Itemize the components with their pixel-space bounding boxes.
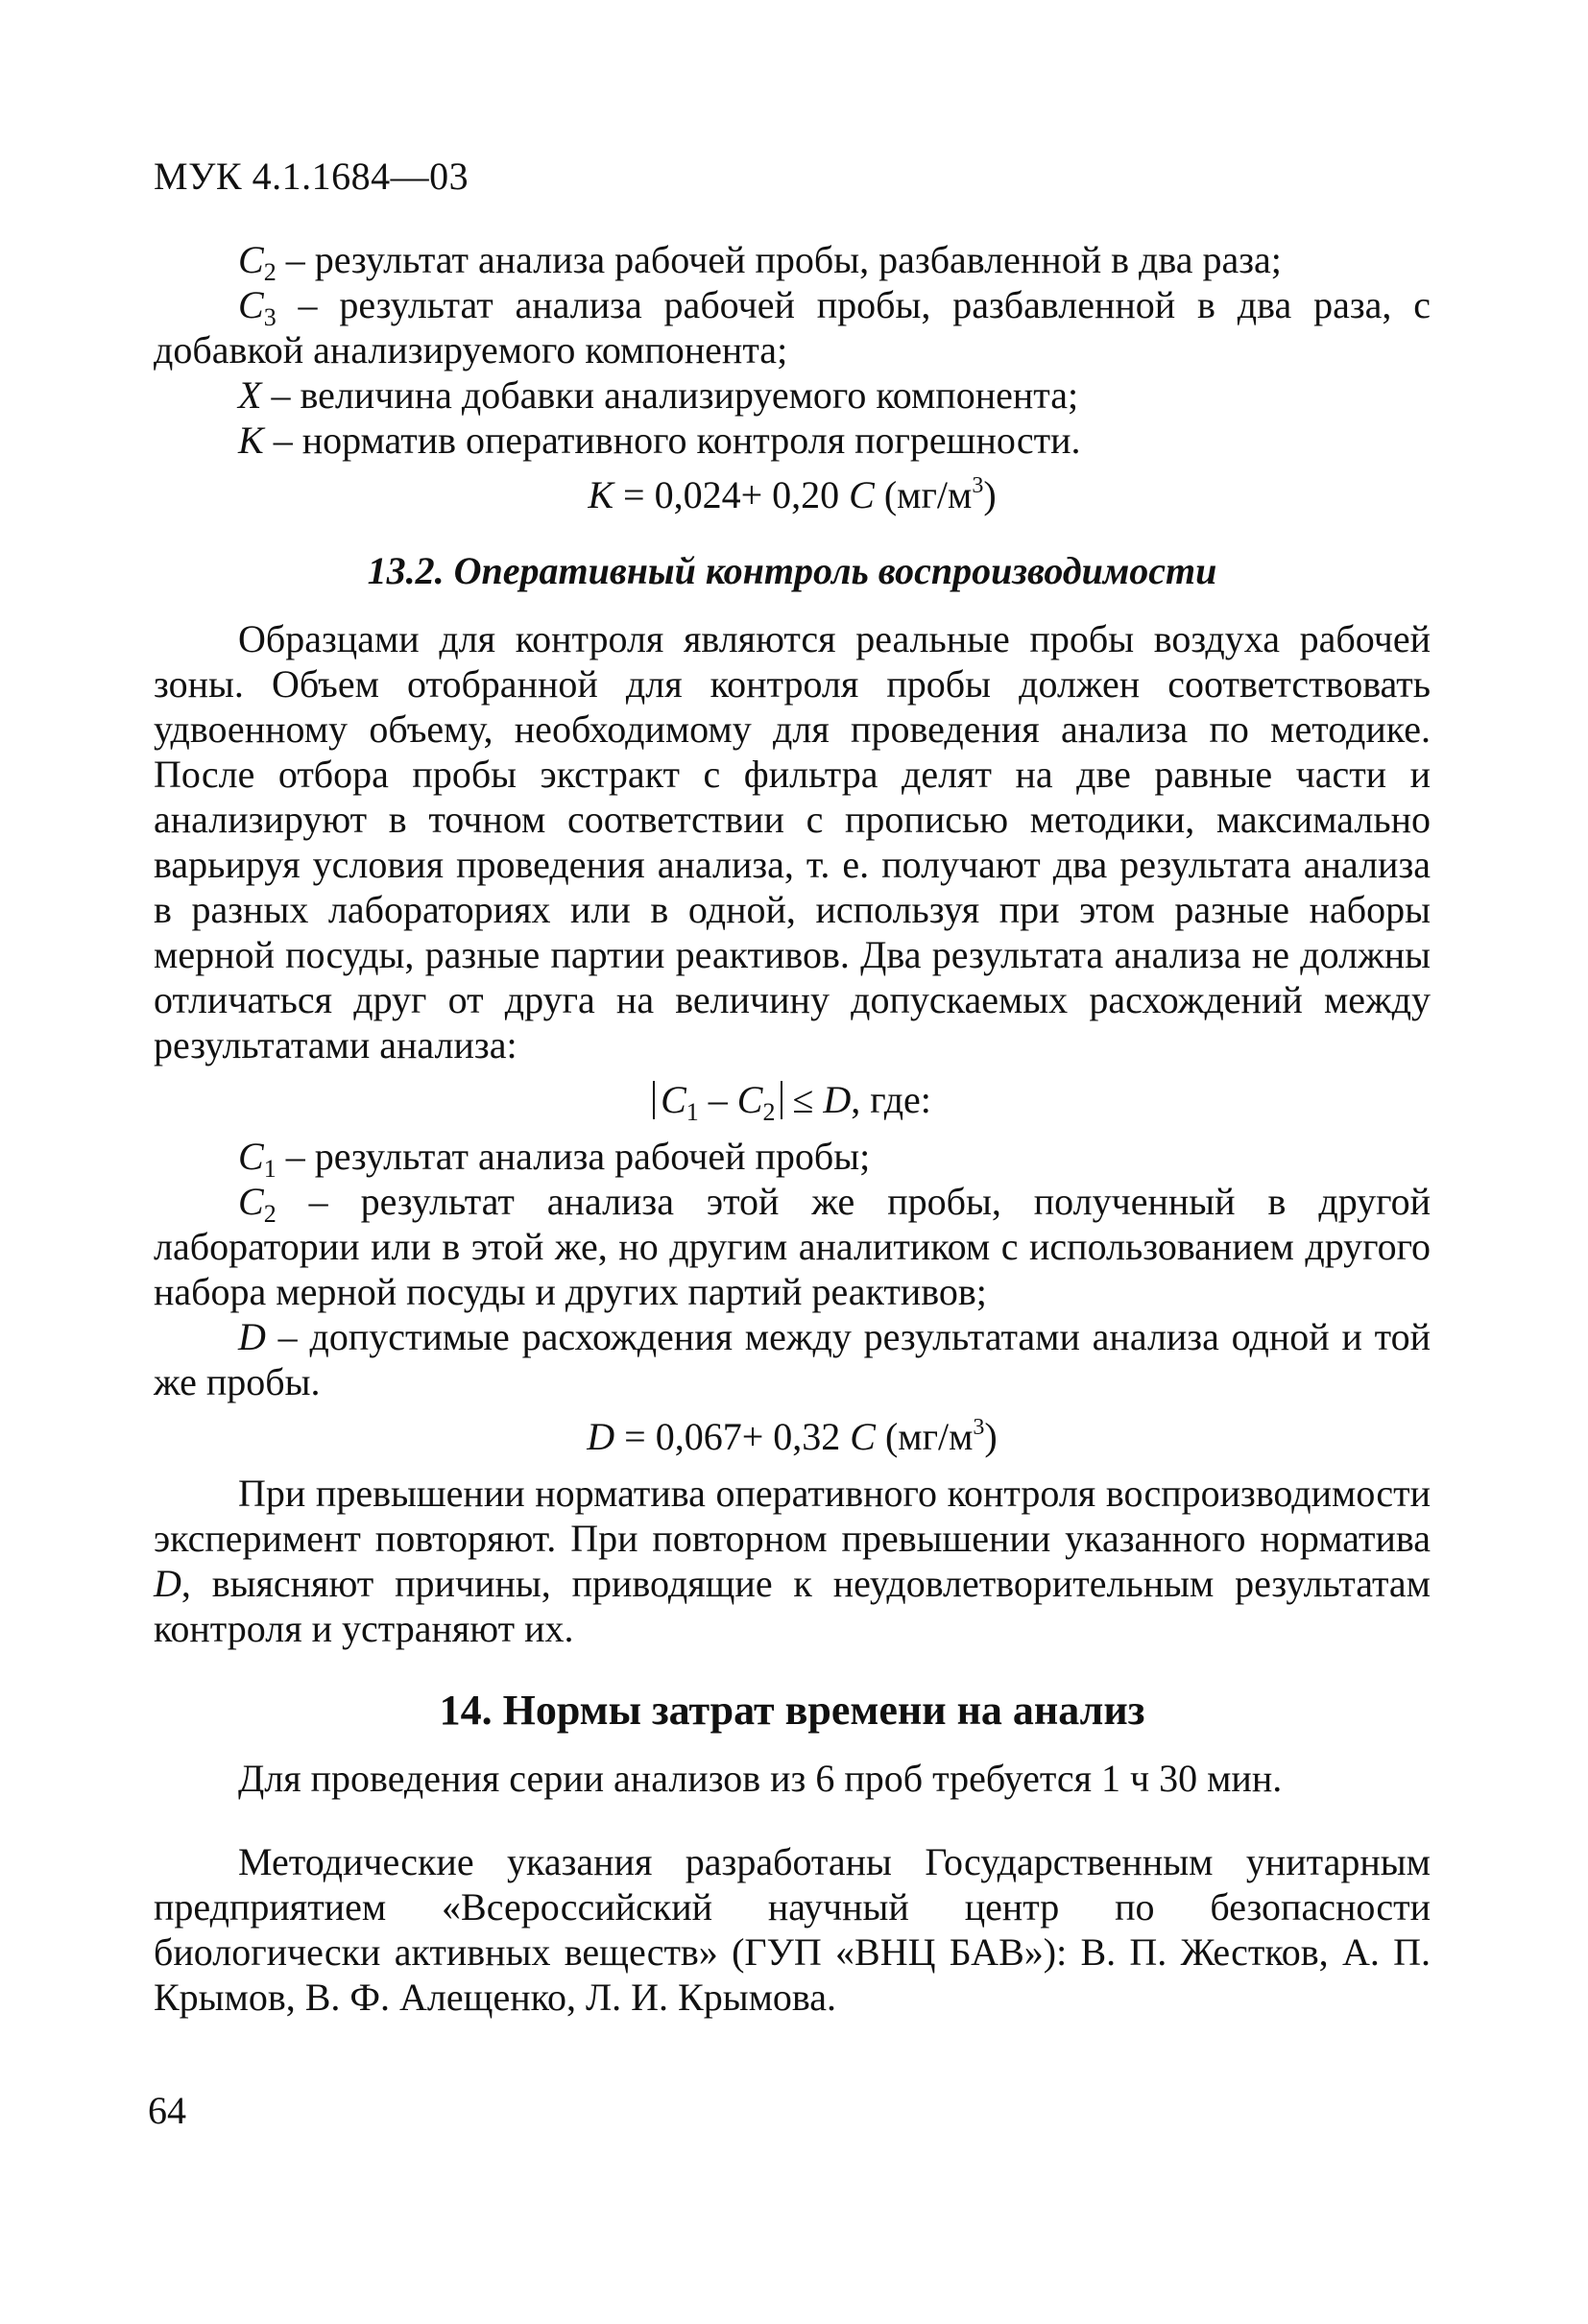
formula-close: )	[983, 473, 997, 516]
document-code-header: МУК 4.1.1684—03	[154, 155, 469, 198]
formula-le: ≤	[782, 1078, 824, 1121]
variable: D	[238, 1315, 266, 1358]
formula-exponent: 3	[973, 1415, 985, 1440]
variable: C	[238, 1135, 264, 1178]
variable: K	[238, 419, 264, 462]
formula-tail: , где:	[851, 1078, 931, 1121]
formula-variable: C	[849, 473, 875, 516]
absolute-value	[653, 1078, 782, 1126]
variable: C	[238, 238, 264, 281]
definition-c2-repro	[154, 1179, 1431, 1314]
definition-k	[154, 418, 1431, 463]
formula-unit: (мг/м	[875, 1415, 974, 1458]
formula-d: D	[823, 1078, 852, 1121]
subscript: 1	[686, 1098, 699, 1126]
formula-d	[154, 1414, 1431, 1459]
formula-lhs: K	[588, 473, 614, 516]
section-heading: 14. Нормы затрат времени на анализ	[439, 1687, 1145, 1734]
formula-rhs: = 0,067+ 0,32	[614, 1415, 851, 1458]
variable: X	[238, 373, 262, 417]
definition-text: – величина добавки анализируемого компонента;	[261, 373, 1079, 417]
reproducibility-paragraph: Образцами для контроля являются реальные пробы воздуха рабочей зоны. Объем отобранной для контроля пробы должен соответствовать удвоенному объему, необходимому для проведения анализа по методике. После отбора пробы экстракт с фильтра делят на две равные части и анализируют в точном соответствии с прописью методики, максимально варьируя условия проведения анализа, т. е. получают два результата анализа в разных лабораториях или в одной, используя при этом разные наборы мерной посуды, разные партии реактивов. Два результата анализа не должны отличаться друг от друга на величину допускаемых расхождений между результатами анализа:	[154, 617, 1431, 1066]
formula-c1: C	[661, 1078, 686, 1121]
definition-text: – норматив оперативного контроля погрешности.	[263, 419, 1081, 462]
definition-c1	[154, 1134, 1431, 1183]
formula-k	[154, 472, 1431, 517]
definition-c2	[154, 237, 1431, 286]
time-norm-text: Для проведения серии анализов из 6 проб требуется 1 ч 30 мин.	[238, 1757, 1283, 1800]
variable: C	[238, 1180, 264, 1223]
formula-close: )	[984, 1415, 998, 1458]
formula-rhs: = 0,024+ 0,20	[614, 473, 850, 516]
formula-variable: C	[850, 1415, 876, 1458]
variable: C	[238, 283, 264, 326]
formula-abs-difference	[154, 1077, 1431, 1126]
definition-text: – результат анализа рабочей пробы, разбавленной в два раза;	[276, 238, 1282, 281]
subscript: 2	[762, 1098, 776, 1126]
subsection-heading: 13.2. Оперативный контроль воспроизводимости	[367, 549, 1217, 592]
definition-c3	[154, 282, 1431, 372]
definition-text: – результат анализа рабочей пробы, разбавленной в два раза, с добавкой анализируемого компонента;	[154, 283, 1431, 371]
definition-text: – допустимые расхождения между результатами анализа одной и той же пробы.	[154, 1315, 1431, 1403]
document-page	[154, 154, 1431, 2020]
exceed-variable: D	[154, 1562, 181, 1605]
formula-minus: –	[698, 1078, 737, 1121]
subscript: 1	[263, 1155, 277, 1183]
exceed-paragraph	[154, 1471, 1431, 1651]
definition-text: – результат анализа рабочей пробы;	[276, 1135, 871, 1178]
formula-c2: C	[736, 1078, 763, 1121]
subscript: 3	[263, 303, 277, 331]
spacer	[154, 1801, 1431, 1839]
formula-unit: (мг/м	[874, 473, 973, 516]
subscript: 2	[263, 1200, 277, 1228]
definition-d	[154, 1314, 1431, 1404]
formula-lhs: D	[587, 1415, 615, 1458]
exceed-text-part1: При превышении норматива оперативного контроля воспроизводимости эксперимент повторяют. При повторном превышении указанного норматива	[154, 1472, 1431, 1560]
definition-x	[154, 372, 1431, 418]
subscript: 2	[263, 258, 277, 286]
exceed-text-part2: , выясняют причины, приводящие к неудовлетворительным результатам контроля и устраняют их.	[154, 1562, 1431, 1650]
formula-exponent: 3	[972, 473, 984, 498]
authors-paragraph: Методические указания разработаны Государственным унитарным предприятием «Всероссийский научный центр по безопасности биологически активных веществ» (ГУП «ВНЦ БАВ»): В. П. Жестков, А. П. Крымов, В. Ф. Алещенко, Л. И. Крымова.	[154, 1840, 1431, 2019]
page-number: 64	[148, 2089, 186, 2132]
definition-text: – результат анализа этой же пробы, полученный в другой лаборатории или в этой же, но другим аналитиком с использованием другого набора мерной посуды и других партий реактивов;	[154, 1180, 1431, 1313]
